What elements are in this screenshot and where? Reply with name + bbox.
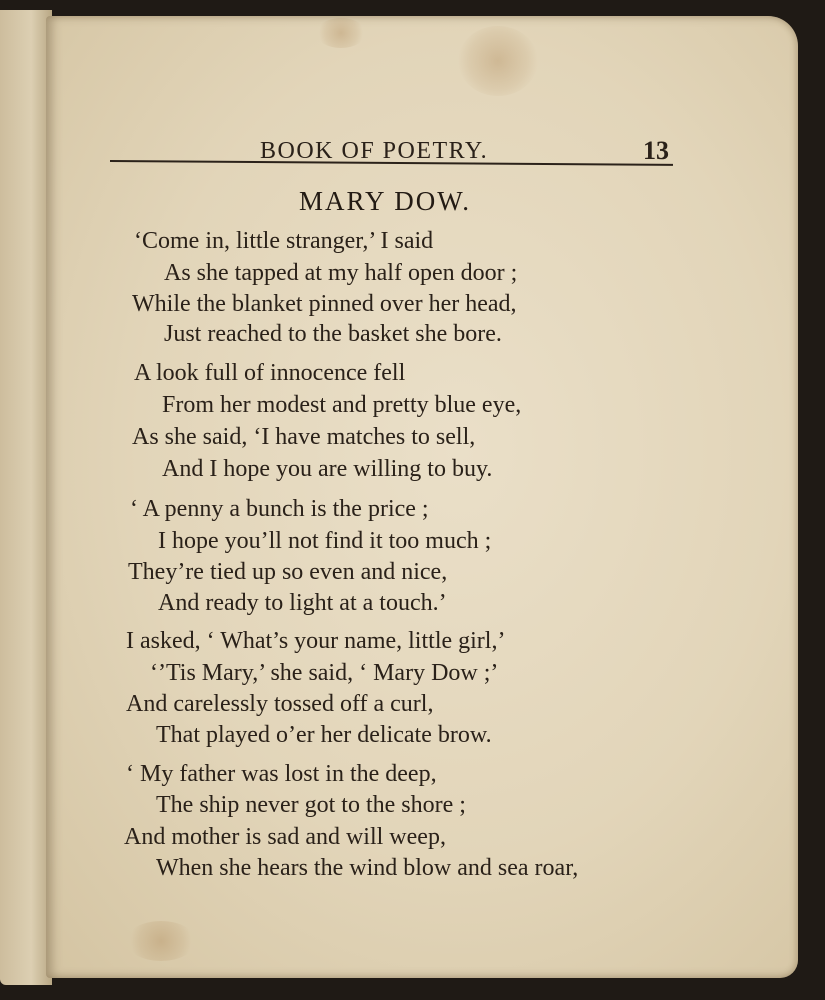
poem-line: They’re tied up so even and nice, xyxy=(128,559,448,585)
poem-line: While the blanket pinned over her head, xyxy=(132,291,517,317)
poem-line: A look full of innocence fell xyxy=(134,360,406,386)
poem-body xyxy=(46,16,798,978)
book-page xyxy=(46,16,798,978)
poem-line: ‘Come in, little stranger,’ I said xyxy=(134,228,434,254)
running-title: BOOK OF POETRY. xyxy=(260,138,489,164)
page-number: 13 xyxy=(643,136,669,165)
poem-line: The ship never got to the shore ; xyxy=(156,792,466,818)
poem-line: From her modest and pretty blue eye, xyxy=(162,392,522,418)
poem-title: MARY DOW. xyxy=(299,186,472,216)
poem-line: ‘’Tis Mary,’ she said, ‘ Mary Dow ;’ xyxy=(150,660,499,686)
poem-line: I hope you’ll not find it too much ; xyxy=(158,528,492,554)
poem-line: And ready to light at a touch.’ xyxy=(158,590,447,616)
poem-line: And mother is sad and will weep, xyxy=(124,824,446,850)
poem-line: ‘ My father was lost in the deep, xyxy=(126,761,437,787)
poem-line: That played o’er her delicate brow. xyxy=(156,722,492,748)
poem-line: As she tapped at my half open door ; xyxy=(164,260,518,286)
previous-page-edge xyxy=(0,10,52,985)
poem-line: As she said, ‘I have matches to sell, xyxy=(132,424,476,450)
poem-line: When she hears the wind blow and sea roar, xyxy=(156,855,579,881)
poem-line: And I hope you are willing to buy. xyxy=(162,456,493,482)
poem-line: Just reached to the basket she bore. xyxy=(164,321,502,347)
poem-line: I asked, ‘ What’s your name, little girl,’ xyxy=(126,628,506,654)
poem-line: ‘ A penny a bunch is the price ; xyxy=(130,496,429,522)
poem-line: And carelessly tossed off a curl, xyxy=(126,691,434,717)
